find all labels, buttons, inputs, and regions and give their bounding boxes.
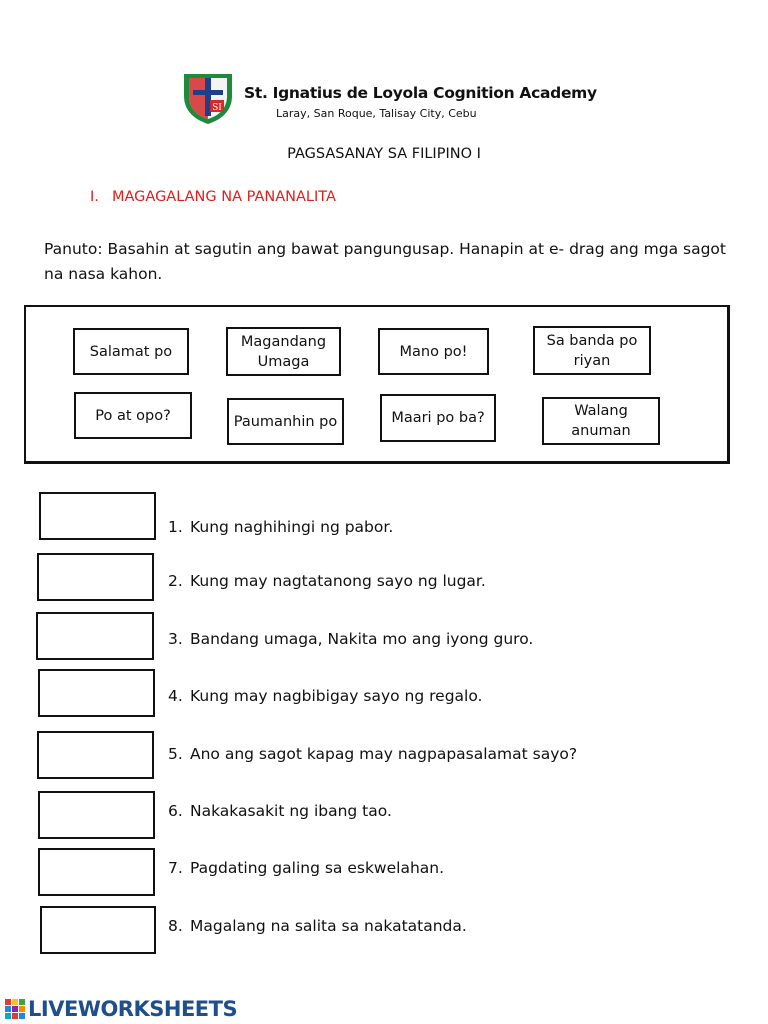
question-text: Nakakasakit ng ibang tao. (190, 802, 392, 820)
word-chip-walang-anuman[interactable]: Walang anuman (542, 397, 660, 445)
worksheet-title: PAGSASANAY SA FILIPINO I (287, 146, 481, 162)
answer-drop-box-8[interactable] (40, 906, 156, 954)
answer-drop-box-6[interactable] (38, 791, 155, 839)
liveworksheets-icon (4, 998, 26, 1020)
liveworksheets-brand-text: LIVEWORKSHEETS (28, 997, 238, 1021)
answer-drop-box-5[interactable] (37, 731, 154, 779)
answer-drop-box-4[interactable] (38, 669, 155, 717)
word-chip-maari-po-ba[interactable]: Maari po ba? (380, 394, 496, 442)
section-heading (90, 189, 336, 205)
question-number: 3. (168, 630, 183, 648)
question-6 (168, 802, 392, 820)
school-crest-icon (180, 70, 236, 126)
question-number: 6. (168, 802, 183, 820)
question-text: Pagdating galing sa eskwelahan. (190, 859, 445, 877)
question-text: Ano ang sagot kapag may nagpapasalamat sayo? (190, 745, 578, 763)
question-text: Kung may nagtatanong sayo ng lugar. (190, 572, 486, 590)
question-1 (168, 518, 393, 536)
answer-drop-box-2[interactable] (37, 553, 154, 601)
word-chip-sa-banda-po-riyan[interactable]: Sa banda po riyan (533, 326, 651, 375)
school-address: Laray, San Roque, Talisay City, Cebu (276, 107, 477, 120)
word-chip-paumanhin-po[interactable]: Paumanhin po (227, 398, 344, 445)
question-text: Kung may nagbibigay sayo ng regalo. (190, 687, 483, 705)
crest-letters: SI (212, 103, 222, 113)
question-text: Kung naghihingi ng pabor. (190, 518, 394, 536)
word-chip-mano-po[interactable]: Mano po! (378, 328, 489, 375)
question-number: 8. (168, 917, 183, 935)
question-7 (168, 859, 444, 877)
question-3 (168, 630, 533, 648)
word-chip-po-at-opo[interactable]: Po at opo? (74, 392, 192, 439)
question-text: Magalang na salita sa nakatatanda. (190, 917, 467, 935)
question-2 (168, 572, 486, 590)
school-name: St. Ignatius de Loyola Cognition Academy (244, 84, 597, 102)
question-number: 7. (168, 859, 183, 877)
word-chip-salamat-po[interactable]: Salamat po (73, 328, 189, 375)
answer-drop-box-3[interactable] (36, 612, 154, 660)
answer-drop-box-1[interactable] (39, 492, 156, 540)
answer-drop-box-7[interactable] (38, 848, 155, 896)
liveworksheets-logo (4, 996, 237, 1022)
section-title: MAGAGALANG NA PANANALITA (112, 189, 336, 205)
question-5 (168, 745, 577, 763)
question-8 (168, 917, 467, 935)
question-number: 4. (168, 687, 183, 705)
word-chip-magandang-umaga[interactable]: Magandang Umaga (226, 327, 341, 376)
question-text: Bandang umaga, Nakita mo ang iyong guro. (190, 630, 534, 648)
question-number: 5. (168, 745, 183, 763)
question-number: 2. (168, 572, 183, 590)
section-number: I. (90, 189, 99, 205)
question-number: 1. (168, 518, 183, 536)
question-4 (168, 687, 483, 705)
instructions: Panuto: Basahin at sagutin ang bawat pangungusap. Hanapin at e- drag ang mga sagot na nasa kahon. (44, 240, 726, 283)
